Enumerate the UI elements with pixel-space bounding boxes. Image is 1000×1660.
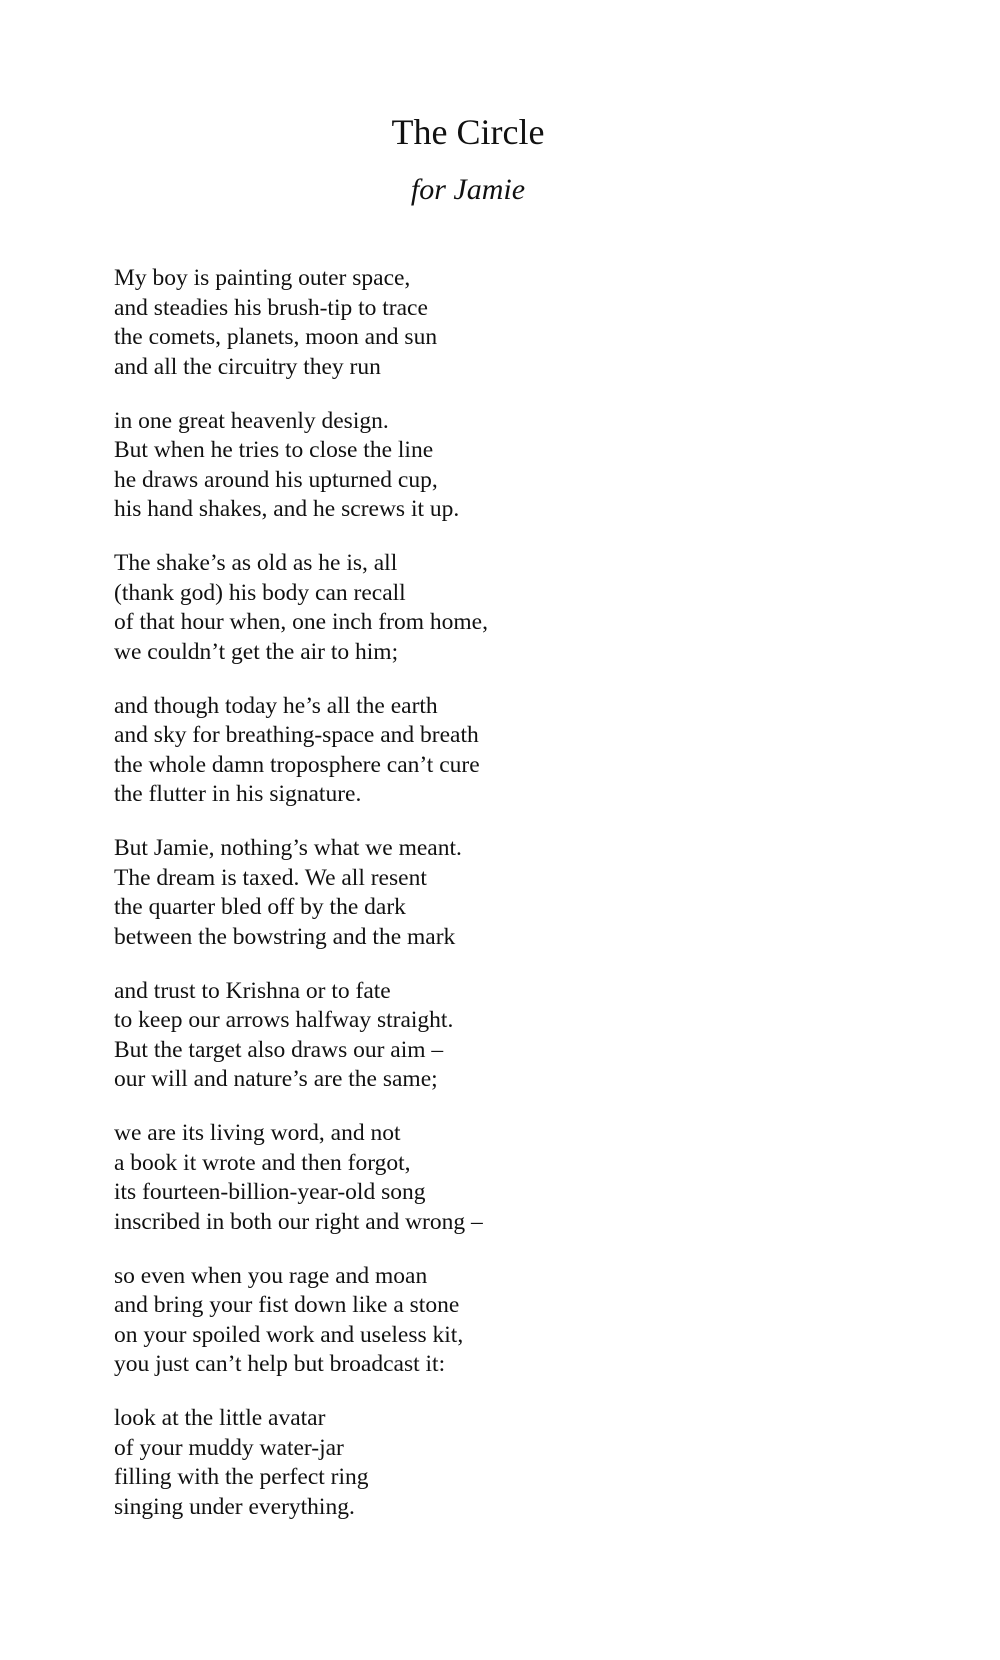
poem-line: he draws around his upturned cup,: [114, 466, 438, 493]
poem-line: inscribed in both our right and wrong –: [114, 1208, 483, 1235]
poem-line: But Jamie, nothing’s what we meant.: [114, 835, 462, 861]
poem-line: of your muddy water-jar: [114, 1434, 344, 1461]
poem-line: My boy is painting outer space,: [114, 265, 411, 291]
poem-line: and bring your fist down like a stone: [114, 1292, 460, 1318]
stanza-7: [114, 1119, 814, 1237]
poem-line: between the bowstring and the mark: [114, 923, 456, 950]
poem-line: on your spoiled work and useless kit,: [114, 1321, 464, 1348]
stanza-1: [114, 264, 814, 382]
poem-body: [114, 264, 814, 1547]
poem-line: But the target also draws our aim –: [114, 1036, 444, 1063]
poem-line: our will and nature’s are the same;: [114, 1066, 438, 1092]
poem-line: the comets, planets, moon and sun: [114, 324, 438, 350]
poem-line: But when he tries to close the line: [114, 437, 434, 463]
poem-line: The dream is taxed. We all resent: [114, 864, 427, 891]
poem-line: and all the circuitry they run: [114, 353, 381, 380]
stanza-9: [114, 1404, 814, 1522]
poem-line: to keep our arrows halfway straight.: [114, 1007, 454, 1033]
poem-line: and though today he’s all the earth: [114, 692, 438, 719]
stanza-2: [114, 407, 814, 525]
poem-line: in one great heavenly design.: [114, 407, 389, 434]
poem-line: of that hour when, one inch from home,: [114, 609, 488, 635]
stanza-3: [114, 549, 814, 667]
poem-line: so even when you rage and moan: [114, 1262, 428, 1289]
stanza-4: [114, 692, 814, 810]
poem-line: we are its living word, and not: [114, 1120, 401, 1146]
poem-line: (thank god) his body can recall: [114, 579, 406, 606]
poem-title: The Circle: [391, 112, 545, 152]
poem-line: a book it wrote and then forgot,: [114, 1149, 411, 1176]
stanza-5: [114, 834, 814, 952]
stanza-8: [114, 1262, 814, 1380]
poem-line: and steadies his brush-tip to trace: [114, 294, 428, 321]
poem-line: we couldn’t get the air to him;: [114, 638, 399, 665]
poem-line: his hand shakes, and he screws it up.: [114, 496, 460, 522]
poem-line: the flutter in his signature.: [114, 781, 362, 807]
poem-line: its fourteen-billion-year-old song: [114, 1179, 426, 1205]
poem-line: The shake’s as old as he is, all: [114, 550, 398, 576]
stanza-6: [114, 977, 814, 1095]
poem-line: singing under everything.: [114, 1493, 355, 1520]
poem-line: and sky for breathing-space and breath: [114, 722, 479, 748]
poem-line: the quarter bled off by the dark: [114, 894, 406, 920]
poem-line: and trust to Krishna or to fate: [114, 977, 391, 1004]
poem-line: look at the little avatar: [114, 1405, 326, 1431]
poem-dedication: for Jamie: [410, 173, 526, 206]
poem-line: filling with the perfect ring: [114, 1464, 369, 1490]
poem-line: you just can’t help but broadcast it:: [114, 1351, 446, 1377]
poem-line: the whole damn troposphere can’t cure: [114, 751, 480, 778]
